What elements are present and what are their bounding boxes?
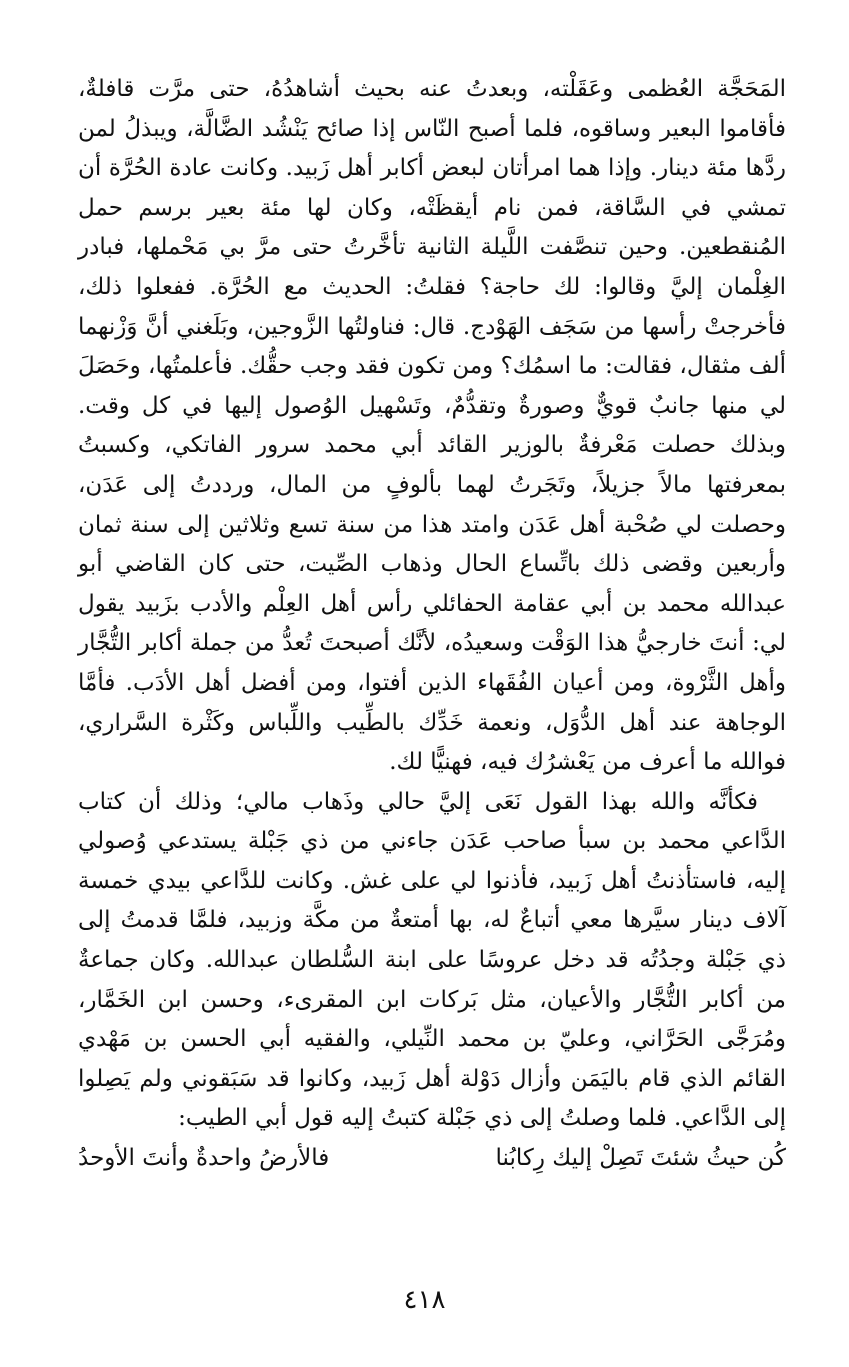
page-number: ٤١٨ [403, 1285, 446, 1315]
main-text-block [78, 70, 786, 1179]
paragraph-1: المَحَجَّة العُظمى وعَقَلْته، وبعدتُ عنه بحيث أشاهدُهُ، حتى مرَّت قافلةٌ، فأقاموا البعير وساقوه، فلما أصبح النّاس إذا صائح يَنْشُد الضَّالَّة، ويبذلُ لمن ردَّها مئة دينار. وإذا هما امرأتان لبعض أكابر أهل زَبيد. وكانت عادة الحُرَّة أن تمشي في السَّاقة، فمن نام أيقظَتْه، وكان لها مئة بعير برسم حمل المُنقطعين. وحين تنصَّفت اللَّيلة الثانية تأخَّرتُ حتى مرَّ بي مَحْملها، فبادر الغِلْمان إليَّ وقالوا: لك حاجة؟ فقلتُ: الحديث مع الحُرَّة. ففعلوا ذلك، فأخرجتْ رأسها من سَجَف الهَوْدج. قال: فناولتُها الزَّوجين، وبَلَغني أنَّ وَزْنهما ألف مثقال، فقالت: ما اسمُك؟ ومن تكون فقد وجب حقُّك. فأعلمتُها، وحَصَلَ لي منها جانبٌ قويٌّ وصورةٌ وتقدُّمٌ، وتَسْهيل الوُصول إليها في كل وقت. وبذلك حصلت مَعْرفةٌ بالوزير القائد أبي محمد سرور الفاتكي، وكسبتُ بمعرفتها مالاً جزيلاً، وتَجَرتُ لهما بألوفٍ من المال، ورددتُ إلى عَدَن، وحصلت لي صُحْبة أهل عَدَن وامتد هذا من سنة تسع وثلاثين إلى سنة ثمان وأربعين وقضى ذلك باتِّساع الحال وذهاب الصِّيت، حتى كان القاضي أبو عبدالله محمد بن أبي عقامة الحفائلي رأس أهل العِلْم والأدب بزَبيد يقول لي: أنتَ خارجيُّ هذا الوَقْت وسعيدُه، لأنَّك أصبحتَ تُعدُّ من جملة أكابر التُّجَّار وأهل الثَّرْوة، ومن أعيان الفُقَهاء الذين أفتوا، ومن أفضل أهل الأدَب. فأمَّا الوجاهة عند أهل الدُّوَل، ونعمة خَدِّك بالطِّيب واللِّباس وكَثْرة السَّراري، فوالله ما أعرف من يَعْشرُك فيه، فهنيًّا لك. [78, 76, 786, 776]
verse-first-hemistich: كُن حيثُ شئتَ تَصِلْ إليك رِكابُنا [495, 1145, 786, 1172]
poetry-verse [78, 1139, 786, 1179]
paragraph-2: فكأنَّه والله بهذا القول نَعَى إليَّ حالي وذَهاب مالي؛ وذلك أن كتاب الدَّاعي محمد بن سبأ صاحب عَدَن جاءني من ذي جَبْلة يستدعي وُصولي إليه، فاستأذنتُ أهل زَبيد، فأذنوا لي على غش. وكانت للدَّاعي بيدي خمسة آلاف دينار سيَّرها معي أتباعٌ له، بها أمتعةٌ من مكَّة وزبيد، فلمَّا قدمتُ إلى ذي جَبْلة وجدُتُه قد دخل عروسًا على ابنة السُّلطان عبدالله. وكان جماعةٌ من أكابر التُّجَّار والأعيان، مثل بَركات ابن المقرىء، وحسن ابن الخَمَّار، ومُرَجَّى الحَرَّاني، وعليّ بن محمد النِّيلي، والفقيه أبي الحسن بن مَهْدي القائم الذي قام باليَمَن وأزال دَوْلة أهل زَبيد، وكانوا قد سَبَقوني ولم يَصِلوا إلى الدَّاعي. فلما وصلتُ إلى ذي جَبْلة كتبتُ إليه قول أبي الطيب: [78, 788, 786, 1132]
verse-second-hemistich: فالأرضُ واحدةٌ وأنتَ الأوحدُ [78, 1145, 330, 1172]
